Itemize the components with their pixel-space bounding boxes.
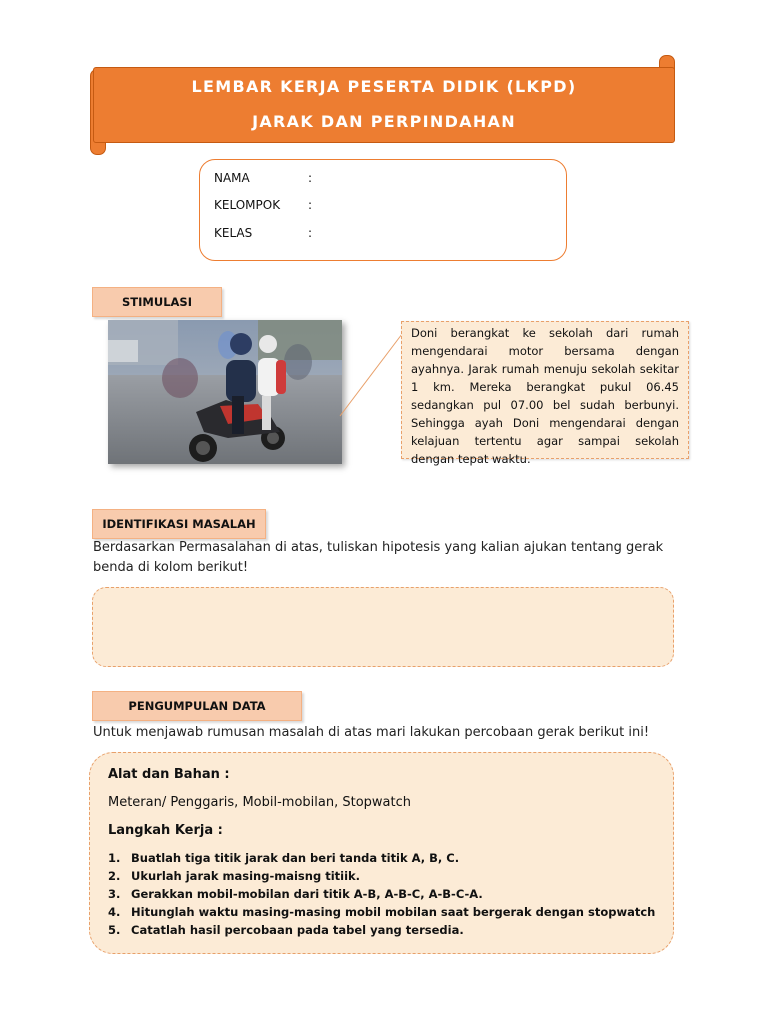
identity-label: KELOMPOK (214, 198, 281, 212)
motorcycle-photo (108, 320, 342, 464)
identity-label: NAMA (214, 171, 250, 185)
identity-row-kelompok[interactable] (214, 198, 312, 212)
pengumpulan-instruction: Untuk menjawab rumusan masalah di atas mari lakukan percobaan gerak berikut ini! (93, 725, 650, 740)
section-tab-identifikasi: IDENTIFIKASI MASALAH (92, 509, 266, 539)
title-banner (93, 67, 675, 143)
alat-heading: Alat dan Bahan : (108, 767, 230, 782)
list-item: 4. Hitunglah waktu masing-masing mobil mobilan saat bergerak dengan stopwatch (108, 905, 656, 919)
materials-panel (89, 752, 674, 954)
identity-row-kelas[interactable] (214, 226, 312, 240)
list-item: 5. Catatlah hasil percobaan pada tabel yang tersedia. (108, 923, 464, 937)
identity-separator: : (308, 226, 313, 240)
section-tab-pengumpulan: PENGUMPULAN DATA (92, 691, 302, 721)
identity-row-nama[interactable] (214, 171, 312, 185)
list-item: 3. Gerakkan mobil-mobilan dari titik A-B, A-B-C, A-B-C-A. (108, 887, 483, 901)
identity-box (199, 159, 567, 261)
stimulasi-story: Doni berangkat ke sekolah dari rumah mengendarai motor bersama dengan ayahnya. Jarak rumah menuju sekolah sekitar 1 km. Mereka berangkat pukul 06.45 sedangkan pul 07.00 bel sudah berbunyi. Sehingga ayah Doni mengendarai dengan kelajuan tertentu agar sampai sekolah dengan tepat waktu. (401, 321, 689, 459)
list-item: 2. Ukurlah jarak masing-maisng titiik. (108, 869, 361, 883)
hypothesis-answer-box[interactable] (92, 587, 674, 667)
title-line-2: JARAK DAN PERPINDAHAN (252, 112, 516, 131)
identifikasi-instruction: Berdasarkan Permasalahan di atas, tuliskan hipotesis yang kalian ajukan tentang gerak benda di kolom berikut! (93, 540, 664, 575)
identity-label: KELAS (214, 226, 253, 240)
alat-text: Meteran/ Penggaris, Mobil-mobilan, Stopwatch (108, 795, 411, 810)
list-item: 1. Buatlah tiga titik jarak dan beri tanda titik A, B, C. (108, 851, 460, 865)
callout-pointer (338, 320, 408, 420)
title-line-1: LEMBAR KERJA PESERTA DIDIK (LKPD) (191, 77, 577, 96)
motorcycle-photo-illustration (108, 320, 342, 464)
section-tab-stimulasi: STIMULASI (92, 287, 222, 317)
langkah-heading: Langkah Kerja : (108, 823, 223, 838)
identity-separator: : (308, 171, 313, 185)
langkah-list (108, 849, 655, 939)
identity-separator: : (308, 198, 313, 212)
